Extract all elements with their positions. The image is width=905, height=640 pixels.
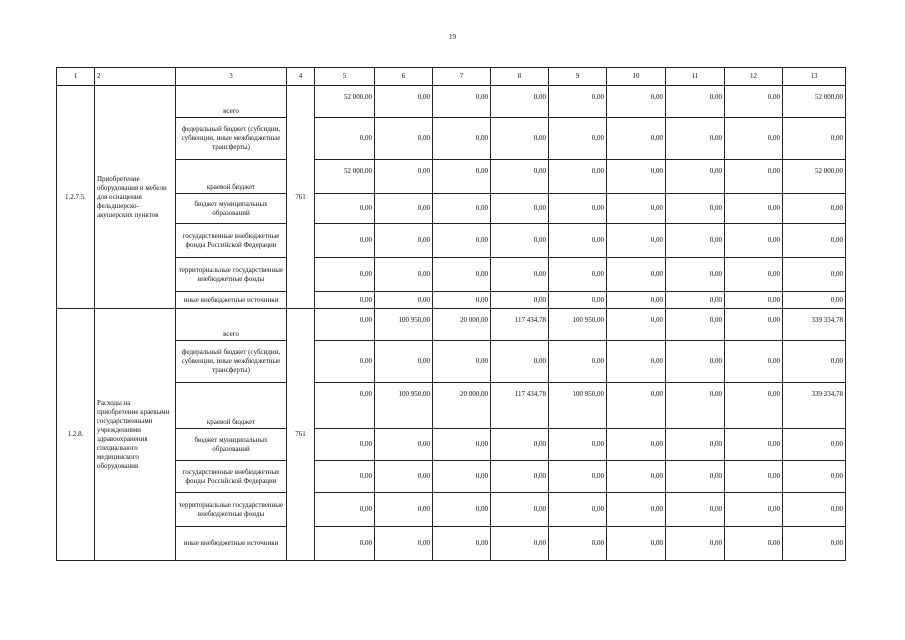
value-cell: 0,00: [607, 224, 666, 258]
value-cell: 0,00: [315, 461, 375, 493]
header-cell: 2: [95, 68, 176, 86]
value-cell: 0,00: [666, 118, 725, 160]
table-row: [57, 224, 846, 258]
value-cell: 0,00: [549, 527, 607, 561]
value-cell: 0,00: [666, 194, 725, 224]
funding-source: краевой бюджет: [176, 160, 287, 194]
measure-name: Расходы на приобретение краевыми государственными учреждениями здравоохранения специального медицинского оборудования: [95, 309, 176, 561]
value-cell: 0,00: [725, 383, 783, 429]
value-cell: 0,00: [725, 461, 783, 493]
value-cell: 0,00: [433, 118, 491, 160]
table-row: [57, 383, 846, 429]
value-cell: 0,00: [549, 118, 607, 160]
value-cell: 0,00: [433, 292, 491, 309]
value-cell: 0,00: [666, 309, 725, 341]
table-row: [57, 160, 846, 194]
funding-source: краевой бюджет: [176, 383, 287, 429]
table-row: [57, 527, 846, 561]
value-cell: 0,00: [375, 461, 433, 493]
value-cell: 0,00: [491, 118, 549, 160]
value-cell: 0,00: [375, 86, 433, 118]
header-cell: 5: [315, 68, 375, 86]
header-cell: 8: [491, 68, 549, 86]
header-row: [57, 68, 846, 86]
budget-code: 761: [287, 86, 315, 309]
value-cell: 0,00: [375, 292, 433, 309]
value-cell: 0,00: [549, 429, 607, 461]
value-cell: 52 000,00: [783, 160, 846, 194]
value-cell: 0,00: [783, 258, 846, 292]
value-cell: 0,00: [666, 527, 725, 561]
header-cell: 3: [176, 68, 287, 86]
table-body: [57, 68, 846, 561]
value-cell: 0,00: [783, 493, 846, 527]
value-cell: 0,00: [607, 118, 666, 160]
value-cell: 0,00: [725, 86, 783, 118]
value-cell: 0,00: [491, 86, 549, 118]
value-cell: 117 434,78: [491, 383, 549, 429]
value-cell: 0,00: [666, 258, 725, 292]
funding-source: федеральный бюджет (субсидии, субвенции, иные межбюджетные трансферты): [176, 341, 287, 383]
table-row: [57, 309, 846, 341]
value-cell: 0,00: [549, 341, 607, 383]
value-cell: 0,00: [725, 527, 783, 561]
budget-code: 761: [287, 309, 315, 561]
table-row: [57, 258, 846, 292]
value-cell: 0,00: [725, 493, 783, 527]
value-cell: 0,00: [491, 527, 549, 561]
value-cell: 339 334,78: [783, 309, 846, 341]
page-number: 19: [449, 33, 456, 41]
value-cell: 0,00: [549, 258, 607, 292]
value-cell: 0,00: [725, 118, 783, 160]
value-cell: 0,00: [725, 429, 783, 461]
header-cell: 4: [287, 68, 315, 86]
value-cell: 0,00: [433, 194, 491, 224]
value-cell: 117 434,78: [491, 309, 549, 341]
value-cell: 0,00: [549, 86, 607, 118]
value-cell: 0,00: [725, 224, 783, 258]
value-cell: 52 000,00: [315, 86, 375, 118]
header-cell: 1: [57, 68, 95, 86]
funding-source: государственные внебюджетные фонды Российской Федерации: [176, 461, 287, 493]
header-cell: 11: [666, 68, 725, 86]
row-index: 1.2.7.5.: [57, 86, 95, 309]
header-cell: 7: [433, 68, 491, 86]
value-cell: 0,00: [491, 160, 549, 194]
header-cell: 12: [725, 68, 783, 86]
value-cell: 0,00: [549, 194, 607, 224]
value-cell: 0,00: [783, 341, 846, 383]
value-cell: 0,00: [315, 527, 375, 561]
value-cell: 0,00: [315, 309, 375, 341]
table-row: [57, 86, 846, 118]
value-cell: 100 950,00: [375, 309, 433, 341]
value-cell: 0,00: [491, 429, 549, 461]
funding-source: государственные внебюджетные фонды Российской Федерации: [176, 224, 287, 258]
value-cell: 0,00: [549, 160, 607, 194]
value-cell: 0,00: [491, 461, 549, 493]
funding-source: иные внебюджетные источники: [176, 292, 287, 309]
value-cell: 0,00: [549, 224, 607, 258]
value-cell: 0,00: [315, 429, 375, 461]
header-cell: 6: [375, 68, 433, 86]
value-cell: 0,00: [666, 461, 725, 493]
value-cell: 0,00: [433, 258, 491, 292]
value-cell: 0,00: [375, 429, 433, 461]
value-cell: 0,00: [491, 341, 549, 383]
funding-source: бюджет муниципальных образований: [176, 429, 287, 461]
value-cell: 0,00: [433, 160, 491, 194]
value-cell: 0,00: [315, 194, 375, 224]
value-cell: 0,00: [549, 461, 607, 493]
value-cell: 0,00: [375, 258, 433, 292]
value-cell: 0,00: [491, 493, 549, 527]
value-cell: 0,00: [783, 118, 846, 160]
table-row: [57, 194, 846, 224]
value-cell: 0,00: [666, 493, 725, 527]
value-cell: 0,00: [433, 493, 491, 527]
value-cell: 0,00: [725, 309, 783, 341]
value-cell: 0,00: [607, 383, 666, 429]
funding-source: территориальные государственные внебюджетные фонды: [176, 493, 287, 527]
value-cell: 0,00: [315, 383, 375, 429]
value-cell: 0,00: [783, 527, 846, 561]
value-cell: 0,00: [725, 258, 783, 292]
row-index: 1.2.8.: [57, 309, 95, 561]
value-cell: 0,00: [607, 160, 666, 194]
table-row: [57, 461, 846, 493]
value-cell: 339 334,78: [783, 383, 846, 429]
value-cell: 20 000,00: [433, 383, 491, 429]
value-cell: 52 000,00: [783, 86, 846, 118]
value-cell: 100 950,00: [375, 383, 433, 429]
value-cell: 0,00: [315, 224, 375, 258]
value-cell: 0,00: [375, 527, 433, 561]
header-cell: 13: [783, 68, 846, 86]
value-cell: 0,00: [607, 493, 666, 527]
budget-table: [56, 67, 846, 561]
value-cell: 0,00: [433, 341, 491, 383]
value-cell: 0,00: [666, 383, 725, 429]
value-cell: 0,00: [433, 527, 491, 561]
value-cell: 0,00: [725, 194, 783, 224]
value-cell: 0,00: [433, 429, 491, 461]
value-cell: 0,00: [375, 160, 433, 194]
value-cell: 0,00: [375, 194, 433, 224]
value-cell: 52 000,00: [315, 160, 375, 194]
value-cell: 0,00: [666, 160, 725, 194]
table-row: [57, 429, 846, 461]
value-cell: 0,00: [666, 86, 725, 118]
header-cell: 10: [607, 68, 666, 86]
value-cell: 0,00: [315, 341, 375, 383]
value-cell: 100 950,00: [549, 309, 607, 341]
table-row: [57, 292, 846, 309]
value-cell: 0,00: [607, 429, 666, 461]
funding-source: иные внебюджетные источники: [176, 527, 287, 561]
value-cell: 0,00: [666, 341, 725, 383]
value-cell: 0,00: [725, 292, 783, 309]
value-cell: 0,00: [491, 194, 549, 224]
value-cell: 0,00: [783, 194, 846, 224]
measure-name: Приобретение оборудования и мебели для оснащения фельдшерско-акушерских пунктов: [95, 86, 176, 309]
value-cell: 0,00: [783, 429, 846, 461]
value-cell: 0,00: [607, 258, 666, 292]
value-cell: 0,00: [607, 194, 666, 224]
table-row: [57, 341, 846, 383]
value-cell: 100 950,00: [549, 383, 607, 429]
value-cell: 0,00: [315, 258, 375, 292]
value-cell: 0,00: [549, 292, 607, 309]
value-cell: 0,00: [666, 224, 725, 258]
value-cell: 0,00: [725, 341, 783, 383]
value-cell: 0,00: [607, 292, 666, 309]
funding-source: всего: [176, 86, 287, 118]
value-cell: 0,00: [375, 493, 433, 527]
value-cell: 0,00: [783, 224, 846, 258]
header-cell: 9: [549, 68, 607, 86]
value-cell: 0,00: [783, 461, 846, 493]
value-cell: 0,00: [315, 292, 375, 309]
value-cell: 0,00: [315, 118, 375, 160]
value-cell: 0,00: [491, 258, 549, 292]
value-cell: 0,00: [607, 461, 666, 493]
value-cell: 0,00: [549, 493, 607, 527]
value-cell: 0,00: [433, 86, 491, 118]
value-cell: 0,00: [783, 292, 846, 309]
table-row: [57, 493, 846, 527]
value-cell: 0,00: [607, 527, 666, 561]
value-cell: 0,00: [725, 160, 783, 194]
funding-source: федеральный бюджет (субсидии, субвенции, иные межбюджетные трансферты): [176, 118, 287, 160]
value-cell: 0,00: [375, 224, 433, 258]
funding-source: бюджет муниципальных образований: [176, 194, 287, 224]
value-cell: 0,00: [433, 461, 491, 493]
value-cell: 20 000,00: [433, 309, 491, 341]
value-cell: 0,00: [491, 224, 549, 258]
funding-source: территориальные государственные внебюджетные фонды: [176, 258, 287, 292]
value-cell: 0,00: [491, 292, 549, 309]
value-cell: 0,00: [607, 86, 666, 118]
value-cell: 0,00: [375, 118, 433, 160]
funding-source: всего: [176, 309, 287, 341]
value-cell: 0,00: [666, 292, 725, 309]
value-cell: 0,00: [375, 341, 433, 383]
table-row: [57, 118, 846, 160]
value-cell: 0,00: [607, 309, 666, 341]
value-cell: 0,00: [666, 429, 725, 461]
value-cell: 0,00: [315, 493, 375, 527]
value-cell: 0,00: [433, 224, 491, 258]
value-cell: 0,00: [607, 341, 666, 383]
